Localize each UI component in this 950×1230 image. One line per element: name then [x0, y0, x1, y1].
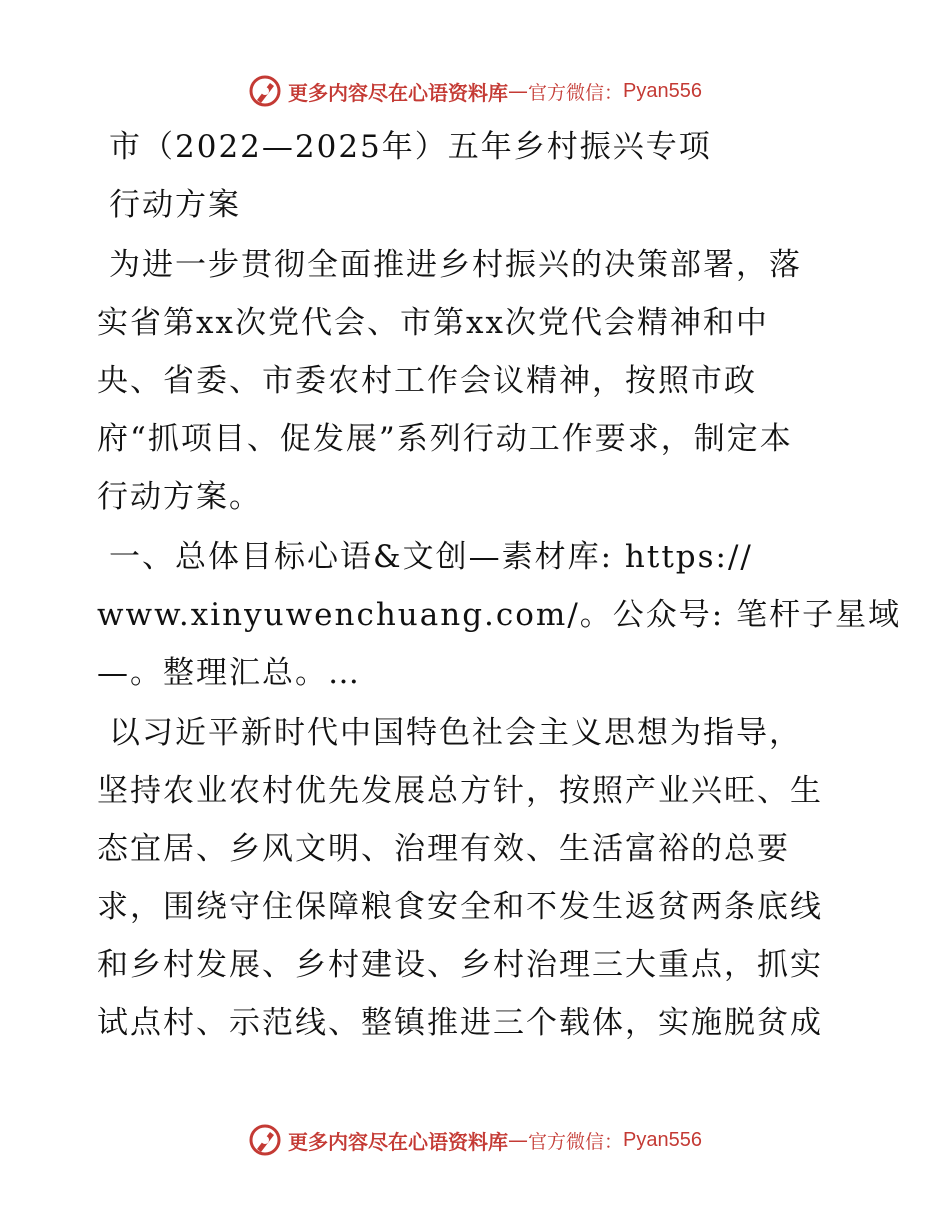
body-paragraph: [97, 704, 867, 1052]
watermark-id: Pyan556: [623, 79, 702, 102]
footer-watermark: [0, 1120, 950, 1160]
paragraph-line: 坚持农业农村优先发展总方针，按照产业兴旺、生: [97, 773, 823, 809]
paragraph-line: 一、总体目标心语&文创—素材库: https://: [109, 539, 753, 575]
paragraph-line: 以习近平新时代中国特色社会主义思想为指导，: [109, 715, 802, 751]
paragraph-line: 行动方案。: [97, 479, 262, 515]
paragraph-line: 府“抓项目、促发展”系列行动工作要求，制定本: [97, 421, 793, 457]
watermark-text: 更多内容尽在心语资料库: [288, 1129, 508, 1154]
document-title-line-1: 市（2022—2025年）五年乡村振兴专项: [109, 129, 712, 165]
pen-logo-icon: [248, 1123, 282, 1157]
paragraph-line: 实省第xx次党代会、市第xx次党代会精神和中: [97, 305, 769, 341]
watermark-id: Pyan556: [623, 1128, 702, 1151]
section-heading-paragraph: [97, 528, 902, 702]
paragraph-line: 央、省委、市委农村工作会议精神，按照市政: [97, 363, 757, 399]
intro-paragraph: [97, 236, 867, 526]
paragraph-line: www.xinyuwenchuang.com/。公众号: 笔杆子星域: [97, 597, 902, 633]
watermark-text: 更多内容尽在心语资料库: [288, 80, 508, 105]
paragraph-line: 试点村、示范线、整镇推进三个载体，实施脱贫成: [97, 1005, 823, 1041]
header-watermark: [0, 71, 950, 111]
watermark-dash: —: [508, 1128, 528, 1152]
paragraph-line: 求，围绕守住保障粮食安全和不发生返贫两条底线: [97, 889, 823, 925]
watermark-label: 官方微信：: [528, 81, 624, 104]
pen-logo-icon: [248, 74, 282, 108]
watermark-label: 官方微信：: [528, 1130, 624, 1153]
watermark-dash: —: [508, 79, 528, 103]
document-title-line-2: 行动方案: [109, 187, 241, 223]
paragraph-line: 为进一步贯彻全面推进乡村振兴的决策部署，落: [109, 247, 802, 283]
paragraph-line: 态宜居、乡风文明、治理有效、生活富裕的总要: [97, 831, 790, 867]
document-body: [97, 118, 902, 1052]
paragraph-line: —。整理汇总。…: [97, 655, 361, 691]
paragraph-line: 和乡村发展、乡村建设、乡村治理三大重点，抓实: [97, 947, 823, 983]
